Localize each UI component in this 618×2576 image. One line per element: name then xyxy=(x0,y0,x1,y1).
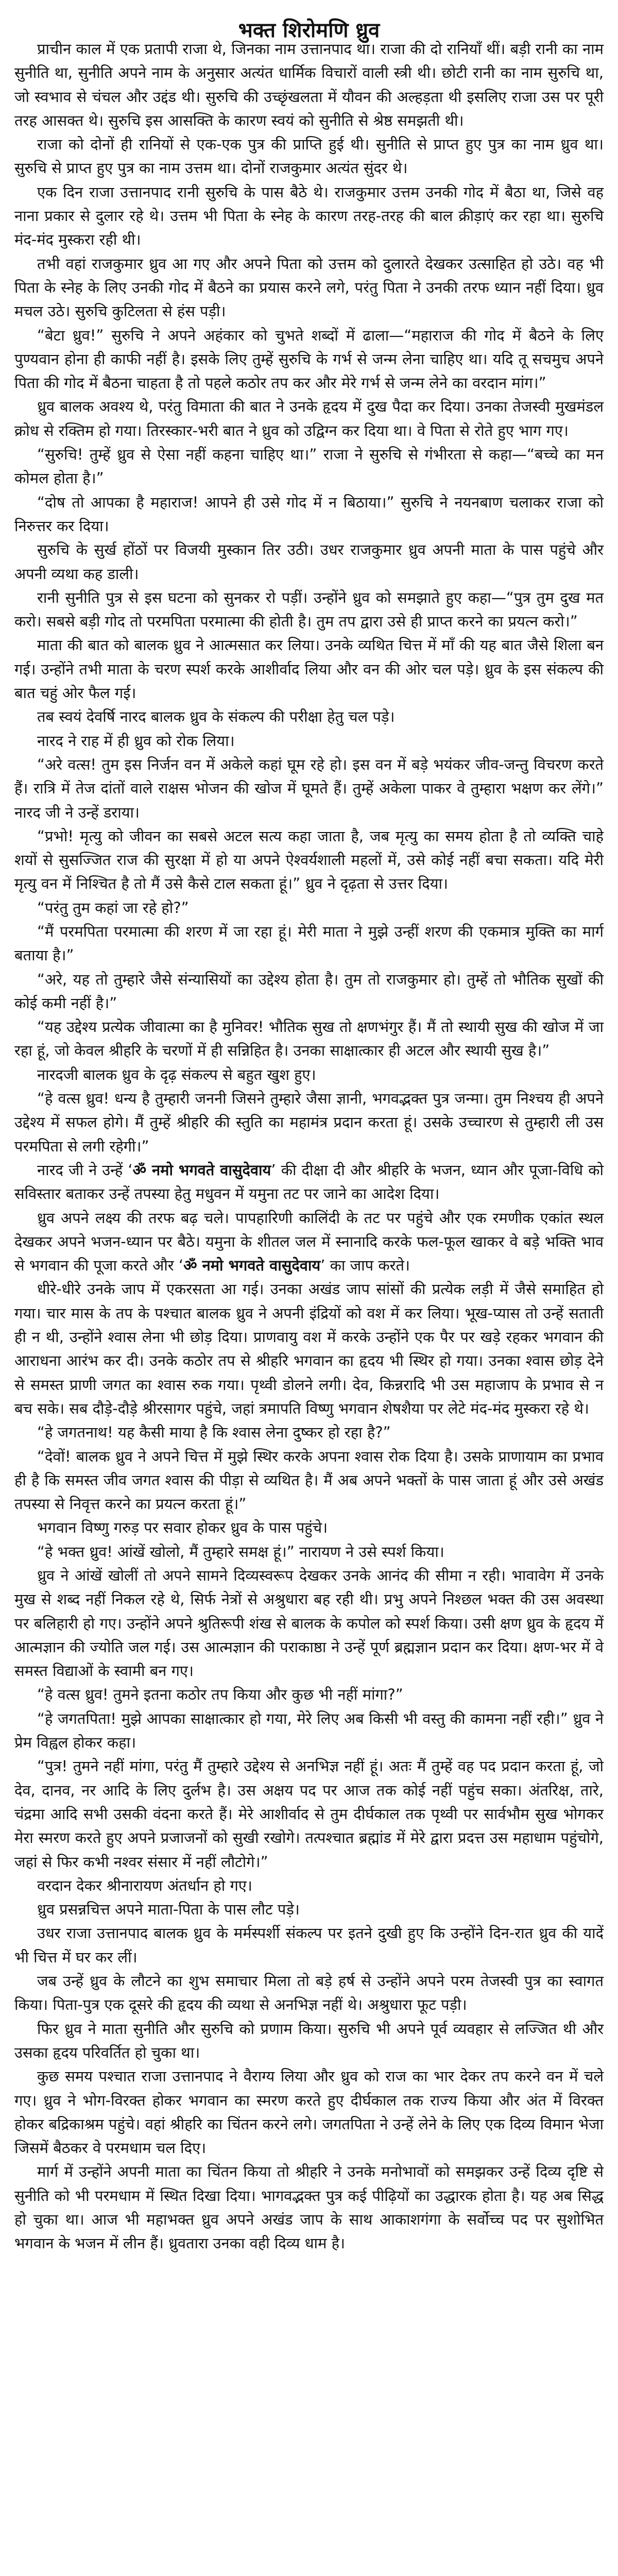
paragraph: “यह उद्देश्य प्रत्येक जीवात्मा का है मुनिवर! भौतिक सुख तो क्षणभंगुर हैं। मैं तो स्थायी सुख की खोज में जा रहा हूं, जो केवल श्रीहरि के चरणों में ही सन्निहित है। उनका साक्षात्कार ही अटल और स्थायी सुख है।” xyxy=(14,1018,604,1060)
paragraph: जब उन्हें ध्रुव के लौटने का शुभ समाचार मिला तो बड़े हर्ष से उन्होंने अपने परम तेजस्वी पुत्र का स्वागत किया। पिता-पुत्र एक दूसरे की हृदय की व्यथा से अनभिज्ञ नहीं थे। अश्रुधारा फूट पड़ी। xyxy=(14,1972,604,2014)
paragraph: “प्रभो! मृत्यु को जीवन का सबसे अटल सत्य कहा जाता है, जब मृत्यु का समय होता है तो व्यक्ति चाहे शयों से सुसज्जित राज की सुरक्षा में हो या अपने ऐश्वर्यशाली महलों में, उसे कोई नहीं बचा सकता। यदि मेरी मृत्यु वन में निश्चित है तो मैं उसे कैसे टाल सकता हूं।” ध्रुव ने दृढ़ता से उत्तर दिया। xyxy=(14,827,604,893)
paragraph: “पुत्र! तुमने नहीं मांगा, परंतु मैं तुम्हारे उद्देश्य से अनभिज्ञ नहीं हूं। अतः मैं तुम्हें वह पद प्रदान करता हूं, जो देव, दानव, नर आदि के लिए दुर्लभ है। उस अक्षय पद पर आज तक कोई नहीं पहुंच सका। अंतरिक्ष, तारे, चंद्रमा आदि सभी उसकी वंदना करते हैं। मेरे आशीर्वाद से तुम दीर्घकाल तक पृथ्वी पर सार्वभौम सुख भोगकर मेरा स्मरण करते हुए अपने प्रजाजनों को सुखी रखोगे। तत्पश्चात ब्रह्मांड में मेरे द्वारा प्रदत्त उस महाधाम पहुंचोगे, जहां से फिर कभी नश्वर संसार में नहीं लौटोगे।” xyxy=(14,1757,604,1871)
paragraph: “हे जगतपिता! मुझे आपका साक्षात्कार हो गया, मेरे लिए अब किसी भी वस्तु की कामना नहीं रही।” ध्रुव ने प्रेम विह्वल होकर कहा। xyxy=(14,1709,604,1752)
paragraph: रानी सुनीति पुत्र से इस घटना को सुनकर रो पड़ीं। उन्होंने ध्रुव को समझाते हुए कहा—“पुत्र तुम दुख मत करो। सबसे बड़ी गोद तो परमपिता परमात्मा की होती है। तुम तप द्वारा उसे ही प्राप्त करने का प्रयत्न करो।” xyxy=(14,588,604,631)
paragraph: “हे भक्त ध्रुव! आंखें खोलो, मैं तुम्हारे समक्ष हूं।” नारायण ने उसे स्पर्श किया। xyxy=(37,1543,444,1561)
paragraph: वरदान देकर श्रीनारायण अंतर्धान हो गए। xyxy=(37,1876,252,1894)
paragraph: “हे जगतनाथ! यह कैसी माया है कि श्वास लेना दुष्कर हो रहा है?” xyxy=(37,1423,391,1442)
paragraph: कुछ समय पश्चात राजा उत्तानपाद ने वैराग्य लिया और ध्रुव को राज का भार देकर तप करने वन में चले गए। ध्रुव ने भोग-विरक्त होकर भगवान का स्मरण करते हुए दीर्घकाल तक राज्य किया और अंत में विरक्त होकर बद्रिकाश्रम पहुंचे। वहां श्रीहरि का चिंतन करने लगे। जगतपिता ने उन्हें लेने के लिए एक दिव्य विमान भेजा जिसमें बैठकर वे परमधाम चल दिए। xyxy=(14,2067,604,2157)
paragraph: फिर ध्रुव ने माता सुनीति और सुरुचि को प्रणाम किया। सुरुचि भी अपने पूर्व व्यवहार से लज्जित थी और उसका हृदय परिवर्तित हो चुका था। xyxy=(14,2020,604,2061)
paragraph: “मैं परमपिता परमात्मा की शरण में जा रहा हूं। मेरी माता ने मुझे उन्हीं शरण की एकमात्र मुक्ति का मार्ग बताया है।” xyxy=(14,922,604,964)
paragraph: उधर राजा उत्तानपाद बालक ध्रुव के मर्मस्पर्शी संकल्प पर इतने दुखी हुए कि उन्होंने दिन-रात ध्रुव की यादें भी चित्त में घर कर लीं। xyxy=(14,1924,604,1966)
paragraph: ध्रुव ने आंखें खोलीं तो अपने सामने दिव्यस्वरूप देखकर उनके आनंद की सीमा न रही। भावावेग में उनके मुख से शब्द नहीं निकल रहे थे, सिर्फ नेत्रों से अश्रुधारा बह रही थी। प्रभु अपने निश्छल भक्त की उस अवस्था पर बलिहारी हो गए। उन्होंने अपने श्रुतिरूपी शंख से बालक के कपोल को स्पर्श किया। उसी क्षण ध्रुव के हृदय में आत्मज्ञान की ज्योति जल गई। उस आत्मज्ञान की पराकाष्ठा ने उन्हें पूर्ण ब्रह्मज्ञान प्रदान कर दिया। क्षण-भर में वे समस्त विद्याओं के स्वामी बन गए। xyxy=(14,1567,604,1680)
paragraph: एक दिन राजा उत्तानपाद रानी सुरुचि के पास बैठे थे। राजकुमार उत्तम उनकी गोद में बैठा था, जिसे वह नाना प्रकार से दुलार रहे थे। उत्तम भी पिता के स्नेह के कारण तरह-तरह की बाल क्रीड़ाएं कर रहा था। सुरुचि मंद-मंद मुस्करा रही थी। xyxy=(14,183,604,249)
paragraph: नारदजी बालक ध्रुव के दृढ़ संकल्प से बहुत खुश हुए। xyxy=(37,1065,316,1083)
article-body xyxy=(14,37,604,2256)
paragraph: भगवान विष्णु गरुड़ पर सवार होकर ध्रुव के पास पहुंचे। xyxy=(37,1519,328,1537)
paragraph: ध्रुव बालक अवश्य थे, परंतु विमाता की बात ने उनके हृदय में दुख पैदा कर दिया। उनका तेजस्वी मुखमंडल क्रोध से रक्तिम हो गया। तिरस्कार-भरी बात ने ध्रुव को उद्विग्न कर दिया था। वे पिता से रोते हुए भाग गए। xyxy=(14,398,604,439)
paragraph: नारद जी ने उन्हें ‘ॐ नमो भगवते वासुदेवाय’ की दीक्षा दी और श्रीहरि के भजन, ध्यान और पूजा-विधि को सविस्तार बताकर उन्हें तपस्या हेतु मधुवन में यमुना तट पर जाने का आदेश दिया। xyxy=(14,1161,604,1203)
paragraph: सुरुचि के सुर्ख होंठों पर विजयी मुस्कान तिर उठी। उधर राजकुमार ध्रुव अपनी माता के पास पहुंचे और अपनी व्यथा कह डाली। xyxy=(14,541,604,583)
paragraph: मार्ग में उन्होंने अपनी माता का चिंतन किया तो श्रीहरि ने उनके मनोभावों को समझकर उन्हें दिव्य दृष्टि से सुनीति को भी परमधाम में स्थित दिखा दिया। भागवद्भक्त पुत्र कई पीढ़ियों का उद्धारक होता है। यह अब सिद्ध हो चुका था। आज भी महाभक्त ध्रुव अपने अखंड जाप के साथ आकाशगंगा के सर्वोच्च पद पर सुशोभित भगवान के भजन में लीन हैं। ध्रुवतारा उनका वही दिव्य धाम है। xyxy=(14,2163,604,2252)
paragraph: धीरे-धीरे उनके जाप में एकरसता आ गई। उनका अखंड जाप सांसों की प्रत्येक लड़ी में जैसे समाहित हो गया। चार मास के तप के पश्चात बालक ध्रुव ने अपनी इंद्रियों को वश में कर लिया। भूख-प्यास तो उन्हें सताती ही न थी, उन्होंने श्वास लेना भी छोड़ दिया। प्राणवायु वश में करके उन्होंने एक पैर पर खड़े रहकर भगवान की आराधना आरंभ कर दी। उनके कठोर तप से श्रीहरि भगवान का हृदय भी स्थिर हो गया। उनका श्वास छोड़ देने से समस्त प्राणी जगत का श्वास रुक गया। पृथ्वी डोलने लगी। देव, किन्नरादि भी उस महाजाप के प्रभाव से न बच सके। सब दौड़े-दौड़े श्रीरसागर पहुंचे, जहां त्रमापति विष्णु भगवान शेषशैया पर लेटे मंद-मंद मुस्करा रहे थे। xyxy=(14,1280,604,1417)
paragraph: “हे वत्स ध्रुव! धन्य है तुम्हारी जननी जिसने तुम्हारे जैसा ज्ञानी, भगवद्भक्त पुत्र जन्मा। तुम निश्चय ही अपने उद्देश्य में सफल होगे। मैं तुम्हें श्रीहरि की स्तुति का महामंत्र प्रदान करता हूं। उसके उच्चारण से तुम्हारी ली उस परमपिता से लगी रहेगी।” xyxy=(14,1090,604,1155)
paragraph: “दोष तो आपका है महाराज! आपने ही उसे गोद में न बिठाया।” सुरुचि ने नयनबाण चलाकर राजा को निरुत्तर कर दिया। xyxy=(14,493,604,535)
paragraph: नारद ने राह में ही ध्रुव को रोक लिया। xyxy=(37,732,235,750)
paragraph: “अरे, यह तो तुम्हारे जैसे संन्यासियों का उद्देश्य होता है। तुम तो राजकुमार हो। तुम्हें तो भौतिक सुखों की कोई कमी नहीं है।” xyxy=(14,970,604,1012)
paragraph: “अरे वत्स! तुम इस निर्जन वन में अकेले कहां घूम रहे हो। इस वन में बड़े भयंकर जीव-जन्तु विचरण करते हैं। रात्रि में तेज दांतों वाले राक्षस भोजन की खोज में घूमते हैं। तुम्हें अकेला पाकर वे तुम्हारा भक्षण कर लेंगे।” नारद जी ने उन्हें डराया। xyxy=(14,755,604,821)
page-title: भक्त शिरोमणि ध्रुव xyxy=(238,18,380,42)
paragraph: “परंतु तुम कहां जा रहे हो?” xyxy=(37,899,189,917)
paragraph: “बेटा ध्रुव!” सुरुचि ने अपने अहंकार को चुभते शब्दों में ढाला—“महाराज की गोद में बैठने के लिए पुण्यवान होना ही काफी नहीं है। इसके लिए तुम्हें सुरुचि के गर्भ से जन्म लेना चाहिए था। यदि तू सचमुच अपने पिता की गोद में बैठना चाहता है तो पहले कठोर तप कर और मेरे गर्भ से जन्म लेने का वरदान मांग।” xyxy=(14,326,604,392)
paragraph: तब स्वयं देवर्षि नारद बालक ध्रुव के संकल्प की परीक्षा हेतु चल पड़े। xyxy=(37,708,395,726)
paragraph: “हे वत्स ध्रुव! तुमने इतना कठोर तप किया और कुछ भी नहीं मांगा?” xyxy=(37,1686,403,1704)
paragraph: राजा को दोनों ही रानियों से एक-एक पुत्र की प्राप्ति हुई थी। सुनीति से प्राप्त हुए पुत्र का नाम ध्रुव था। सुरुचि से प्राप्त हुए पुत्र का नाम उत्तम था। दोनों राजकुमार अत्यंत सुंदर थे। xyxy=(14,135,604,177)
paragraph: ध्रुव प्रसन्नचित्त अपने माता-पिता के पास लौट पड़े। xyxy=(37,1901,300,1919)
paragraph: तभी वहां राजकुमार ध्रुव आ गए और अपने पिता को उत्तम को दुलारते देखकर उत्साहित हो उठे। वह भी पिता के स्नेह के लिए उनकी गोद में बैठने का प्रयास करने लगे, परंतु पिता ने उनकी तरफ ध्यान नहीं दिया। ध्रुव मचल उठे। सुरुचि कुटिलता से हंस पड़ी। xyxy=(14,255,604,320)
paragraph: ध्रुव अपने लक्ष्य की तरफ बढ़ चले। पापहारिणी कालिंदी के तट पर पहुंचे और एक रमणीक एकांत स्थल देखकर अपने भजन-ध्यान पर बैठे। यमुना के शीतल जल में स्नानादि करके फल-फूल खाकर वे बड़े भक्ति भाव से भगवान की पूजा करते और ‘ॐ नमो भगवते वासुदेवाय’ का जाप करते। xyxy=(14,1209,604,1275)
paragraph: “देवों! बालक ध्रुव ने अपने चित्त में मुझे स्थिर करके अपना श्वास रोक दिया है। उसके प्राणायाम का प्रभाव ही है कि समस्त जीव जगत श्वास की पीड़ा से व्यथित है। मैं अब अपने भक्तों के पास जाता हूं और उसे अखंड तपस्या से निवृत्त करने का प्रयत्न करता हूं।” xyxy=(14,1447,604,1513)
paragraph: माता की बात को बालक ध्रुव ने आत्मसात कर लिया। उनके व्यथित चित्त में माँ की यह बात जैसे शिला बन गई। उन्होंने तभी माता के चरण स्पर्श करके आशीर्वाद लिया और वन की ओर चल पड़े। ध्रुव के इस संकल्प की बात चहुं ओर फैल गई। xyxy=(14,636,604,702)
paragraph: “सुरुचि! तुम्हें ध्रुव से ऐसा नहीं कहना चाहिए था।” राजा ने सुरुचि से गंभीरता से कहा—“बच्चे का मन कोमल होता है।” xyxy=(14,446,604,487)
paragraph: प्राचीन काल में एक प्रतापी राजा थे, जिनका नाम उत्तानपाद था। राजा की दो रानियाँ थीं। बड़ी रानी का नाम सुनीति था, सुनीति अपने नाम के अनुसार अत्यंत धार्मिक विचारों वाली स्त्री थी। छोटी रानी का नाम सुरुचि था, जो स्वभाव से चंचल और उद्दंड थी। सुरुचि की उच्छृंखलता में यौवन की अल्हड़ता थी इसलिए राजा उस पर पूरी तरह आसक्त थे। सुरुचि इस आसक्ति के कारण स्वयं को सुनीति से श्रेष्ठ समझती थी। xyxy=(14,40,604,129)
